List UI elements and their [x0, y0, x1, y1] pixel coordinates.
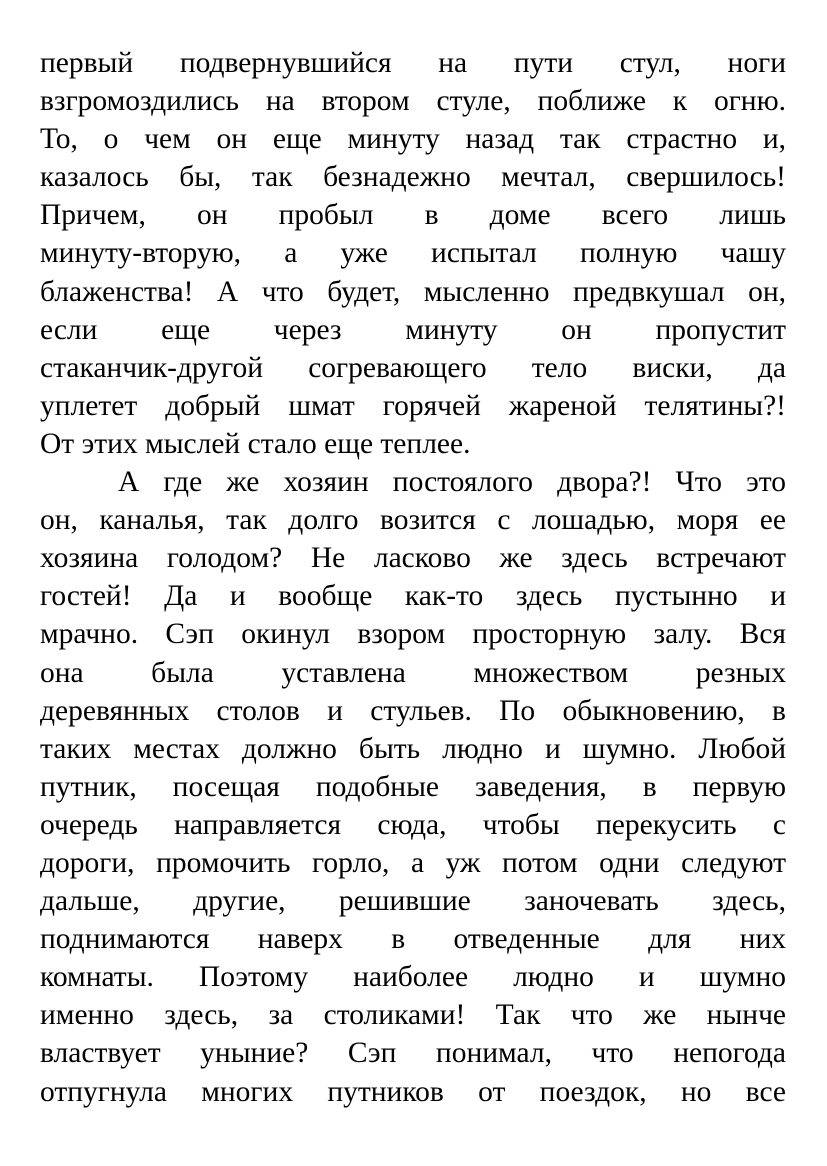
page-text: [40, 44, 786, 1111]
text-line: деревянных столов и стульев. По обыкновению, в: [40, 694, 786, 727]
text-line: хозяина голодом? Не ласково же здесь встречают: [40, 542, 786, 575]
text-line: взгромоздились на втором стуле, поближе к огню.: [40, 85, 786, 118]
text-line: А где же хозяин постоялого двора?! Что это: [118, 466, 786, 499]
text-line: дальше, другие, решившие заночевать здесь,: [40, 885, 786, 918]
text-line: поднимаются наверх в отведенные для них: [40, 923, 786, 956]
text-line: он, каналья, так долго возится с лошадью, моря ее: [40, 504, 786, 537]
text-line: мрачно. Сэп окинул взором просторную залу. Вся: [40, 618, 786, 651]
text-line: дороги, промочить горло, а уж потом одни следуют: [40, 846, 786, 879]
text-line: таких местах должно быть людно и шумно. Любой: [40, 732, 786, 765]
text-line: блаженства! А что будет, мысленно предвкушал он,: [40, 275, 786, 308]
text-line: гостей! Да и вообще как-то здесь пустынно и: [40, 580, 786, 613]
text-line: именно здесь, за столиками! Так что же нынче: [40, 999, 786, 1032]
paragraph-2: [40, 463, 786, 1111]
text-line: казалось бы, так безнадежно мечтал, свершилось!: [40, 161, 786, 194]
paragraph-1: [40, 44, 786, 463]
text-line: если еще через минуту он пропустит: [40, 313, 786, 346]
text-line: Причем, он пробыл в доме всего лишь: [40, 199, 786, 232]
text-line: уплетет добрый шмат горячей жареной телятины?!: [40, 389, 786, 422]
text-line: властвует уныние? Сэп понимал, что непогода: [40, 1037, 786, 1070]
text-line: первый подвернувшийся на пути стул, ноги: [40, 47, 786, 79]
text-line: комнаты. Поэтому наиболее людно и шумно: [40, 961, 786, 994]
text-line: минуту-вторую, а уже испытал полную чашу: [40, 237, 786, 270]
text-line: То, о чем он еще минуту назад так страстно и,: [40, 123, 786, 156]
text-line: она была уставлена множеством резных: [40, 656, 786, 689]
text-line: путник, посещая подобные заведения, в первую: [40, 770, 786, 803]
text-line: стаканчик-другой согревающего тело виски, да: [40, 351, 786, 384]
text-line: очередь направляется сюда, чтобы перекусить с: [40, 808, 786, 841]
text-line: От этих мыслей стало еще теплее.: [40, 427, 471, 460]
text-line: отпугнула многих путников от поездок, но все: [40, 1075, 786, 1108]
